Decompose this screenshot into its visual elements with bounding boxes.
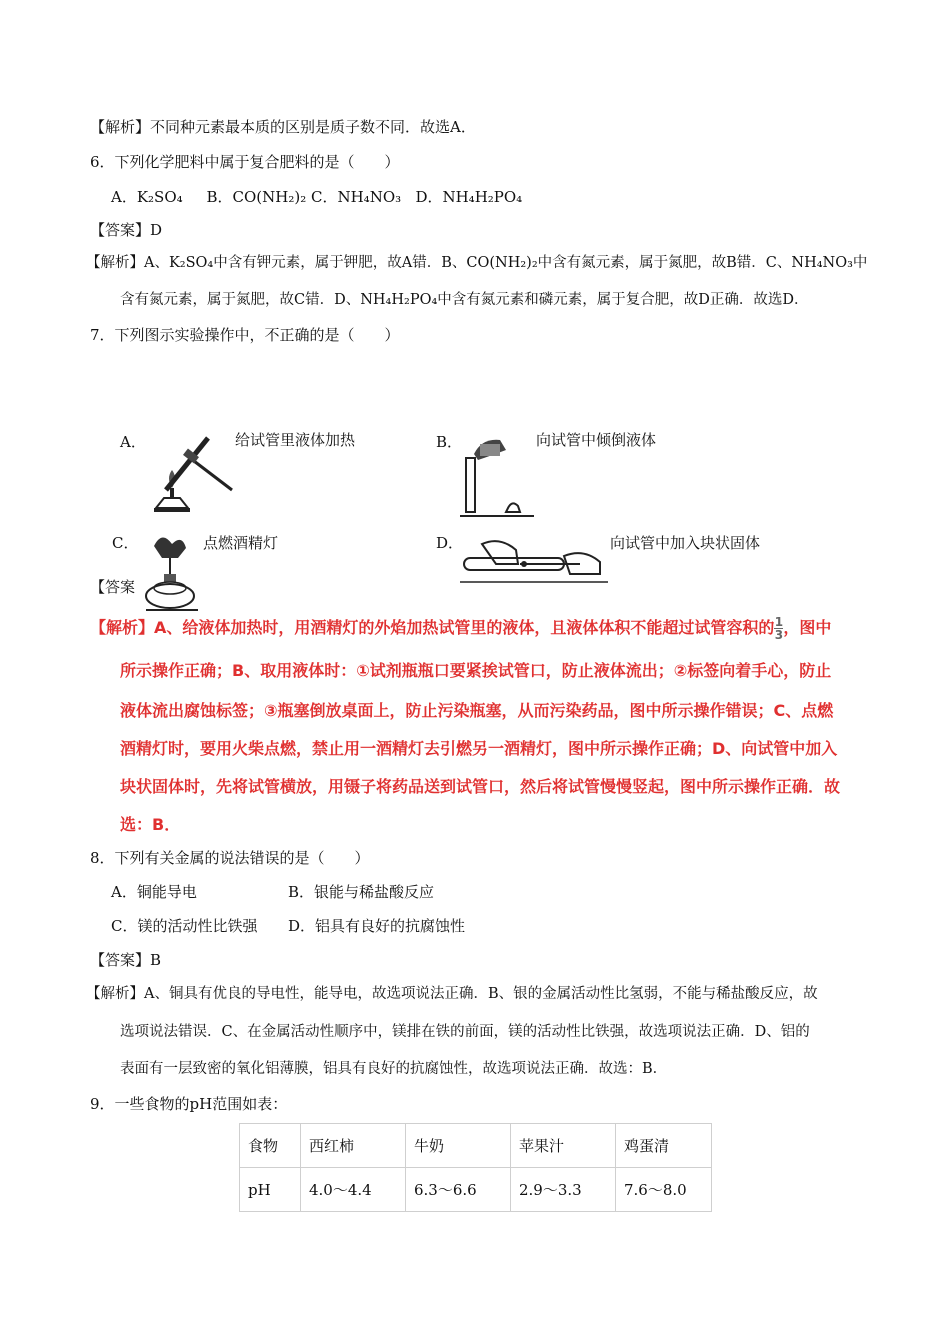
q7-analysis-line1 bbox=[90, 616, 831, 641]
q6-option-b: B．CO(NH₂)₂ bbox=[206, 188, 307, 206]
q7-analysis-line3: 液体流出腐蚀标签；③瓶塞倒放桌面上，防止污染瓶塞，从而污染药品，图中所示操作错误；C、点燃 bbox=[120, 701, 834, 720]
q6-analysis-line1: 【解析】A、K₂SO₄中含有钾元素，属于钾肥，故A错．B、CO(NH₂)₂中含有氮元素，属于氮肥，故B错．C、NH₄NO₃中 bbox=[86, 255, 868, 271]
q7-analysis-line6: 选：B． bbox=[120, 815, 181, 834]
q8-option-c: C．镁的活动性比铁强 bbox=[111, 917, 258, 935]
heating-test-tube-figure bbox=[146, 428, 234, 516]
one-third-fraction: $\frac{1}{3}$ bbox=[774, 615, 784, 642]
table-header-row bbox=[240, 1124, 712, 1168]
q7-option-b-text: 向试管中倾倒液体 bbox=[536, 431, 657, 449]
q7-stem: 7．下列图示实验操作中，不正确的是（ ） bbox=[90, 326, 400, 344]
table-cell: 鸡蛋清 bbox=[616, 1124, 712, 1168]
table-cell: 西红柿 bbox=[301, 1124, 406, 1168]
table-cell: 牛奶 bbox=[406, 1124, 511, 1168]
q8-option-d: D．铝具有良好的抗腐蚀性 bbox=[288, 917, 466, 935]
q8-option-a: A．铜能导电 bbox=[111, 883, 197, 901]
q8-analysis-line1: 【解析】A、铜具有优良的导电性，能导电，故选项说法正确．B、银的金属活动性比氢弱，不能与稀盐酸反应，故 bbox=[86, 986, 818, 1002]
q5-analysis: 【解析】不同种元素最本质的区别是质子数不同．故选A． bbox=[90, 118, 476, 136]
pouring-liquid-figure bbox=[460, 428, 534, 518]
q7-answer: 【答案 bbox=[90, 578, 136, 596]
lighting-lamp-figure bbox=[142, 530, 202, 614]
q7-analysis-line2: 所示操作正确；B、取用液体时：①试剂瓶瓶口要紧挨试管口，防止液体流出；②标签向着手心，防止 bbox=[120, 661, 832, 680]
q6-option-c: C．NH₄NO₃ bbox=[311, 188, 402, 206]
q7-option-d-text: 向试管中加入块状固体 bbox=[610, 534, 761, 552]
table-cell: 6.3～6.6 bbox=[406, 1168, 511, 1212]
q7-option-c-letter: C． bbox=[112, 534, 139, 552]
q7-option-d-letter: D． bbox=[436, 534, 464, 552]
table-cell: 2.9～3.3 bbox=[511, 1168, 616, 1212]
q7-analysis-line5: 块状固体时，先将试管横放，用镊子将药品送到试管口，然后将试管慢慢竖起，图中所示操作正确．故 bbox=[120, 777, 841, 796]
q6-stem: 6．下列化学肥料中属于复合肥料的是（ ） bbox=[90, 153, 400, 171]
q6-option-a: A．K₂SO₄ bbox=[111, 188, 183, 206]
q8-analysis-line3: 表面有一层致密的氧化铝薄膜，铝具有良好的抗腐蚀性，故选项说法正确．故选：B． bbox=[120, 1061, 668, 1077]
q7-option-c-text: 点燃酒精灯 bbox=[203, 534, 279, 552]
q7-analysis-text-end: ，图中 bbox=[783, 618, 832, 637]
ph-table bbox=[239, 1123, 712, 1212]
table-cell: 4.0～4.4 bbox=[301, 1168, 406, 1212]
q8-answer: 【答案】B bbox=[90, 951, 162, 969]
q6-answer: 【答案】D bbox=[90, 221, 163, 239]
table-cell: 苹果汁 bbox=[511, 1124, 616, 1168]
q8-stem: 8．下列有关金属的说法错误的是（ ） bbox=[90, 849, 370, 867]
table-cell: 7.6～8.0 bbox=[616, 1168, 712, 1212]
q6-options bbox=[111, 187, 522, 207]
table-row bbox=[240, 1168, 712, 1212]
table-cell: pH bbox=[240, 1168, 301, 1212]
q7-option-a-letter: A． bbox=[120, 433, 146, 451]
q6-option-d: D．NH₄H₂PO₄ bbox=[415, 188, 523, 206]
q7-option-a-text: 给试管里液体加热 bbox=[235, 431, 356, 449]
q7-option-b-letter: B． bbox=[436, 433, 463, 451]
q7-analysis-line4: 酒精灯时，要用火柴点燃，禁止用一酒精灯去引燃另一酒精灯，图中所示操作正确；D、向试管中加入 bbox=[120, 739, 838, 758]
q6-analysis-line2: 含有氮元素，属于氮肥，故C错．D、NH₄H₂PO₄中含有氮元素和磷元素，属于复合肥，故D正确．故选D． bbox=[120, 292, 809, 308]
q8-option-b: B．银能与稀盐酸反应 bbox=[288, 883, 435, 901]
q7-analysis-text: 【解析】A、给液体加热时，用酒精灯的外焰加热试管里的液体，且液体体积不能超过试管容积的 bbox=[90, 618, 775, 637]
adding-solid-figure bbox=[460, 530, 608, 586]
q9-stem: 9．一些食物的pH范围如表： bbox=[90, 1095, 288, 1113]
q8-analysis-line2: 选项说法错误．C、在金属活动性顺序中，镁排在铁的前面，镁的活动性比铁强，故选项说法正确．D、铝的 bbox=[120, 1024, 810, 1040]
table-cell: 食物 bbox=[240, 1124, 301, 1168]
